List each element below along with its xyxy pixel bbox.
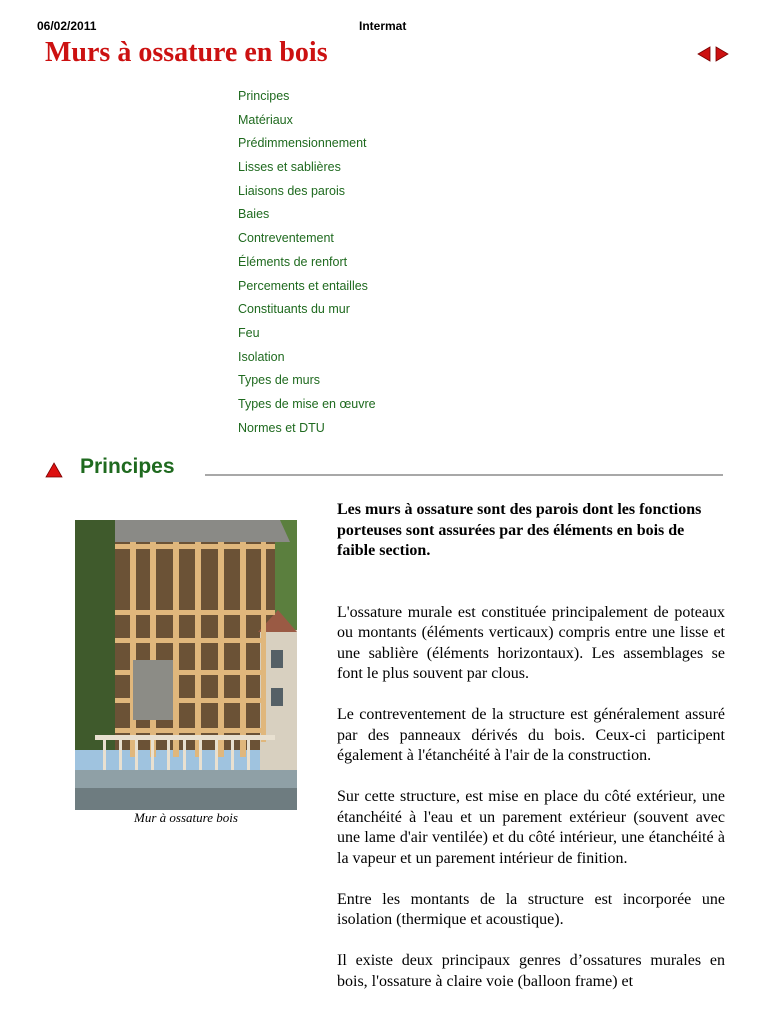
- toc-item: [238, 301, 376, 325]
- toc-link-baies[interactable]: Baies: [238, 207, 270, 222]
- toc-link-predimensionnement[interactable]: Prédimmensionnement: [238, 136, 367, 151]
- toc-item: [238, 112, 376, 136]
- toc-item: [238, 206, 376, 230]
- toc-link-feu[interactable]: Feu: [238, 325, 260, 340]
- next-page-icon[interactable]: [714, 46, 730, 62]
- toc-link-types-murs[interactable]: Types de murs: [238, 373, 320, 388]
- wood-frame-wall-photo: [75, 520, 297, 810]
- toc-link-elements-renfort[interactable]: Éléments de renfort: [238, 254, 348, 269]
- toc-item: [238, 159, 376, 183]
- paragraph: Il existe deux principaux genres d’ossatures murales en bois, l'ossature à claire voie (balloon frame) et: [337, 952, 725, 990]
- toc-link-isolation[interactable]: Isolation: [238, 349, 285, 364]
- toc-link-principes[interactable]: Principes: [238, 89, 290, 103]
- toc-link-materiaux[interactable]: Matériaux: [238, 112, 293, 127]
- toc-item: [238, 420, 376, 444]
- page-title: Murs à ossature en bois: [45, 37, 328, 68]
- paragraph: Sur cette structure, est mise en place du côté extérieur, une étanchéité à l'eau et un parement extérieur (souvent avec une lame d'air ventilée) et du côté intérieur, une étanchéité à la vapeur et un parement intérieur de finition.: [337, 788, 725, 867]
- toc-link-normes-dtu[interactable]: Normes et DTU: [238, 420, 325, 435]
- toc-link-types-mise-oeuvre[interactable]: Types de mise en œuvre: [238, 396, 376, 411]
- toc-item: [238, 372, 376, 396]
- toc-link-constituants-mur[interactable]: Constituants du mur: [238, 302, 350, 317]
- paragraph: Entre les montants de la structure est incorporée une isolation (thermique et acoustique).: [337, 890, 725, 928]
- toc-item: [238, 88, 376, 112]
- table-of-contents: [238, 88, 376, 443]
- toc-link-liaisons-parois[interactable]: Liaisons des parois: [238, 183, 346, 198]
- toc-item: [238, 230, 376, 254]
- paragraph: Le contreventement de la structure est généralement assuré par des panneaux dérivés du bois. Ceux-ci participent également à l'étanchéité à l'air de la construction.: [337, 706, 725, 764]
- page-navigation: [696, 46, 732, 62]
- lead-paragraph: Les murs à ossature sont des parois dont les fonctions porteuses sont assurées par des éléments en bois de faible section.: [337, 501, 702, 559]
- toc-item: [238, 325, 376, 349]
- toc-item: [238, 349, 376, 373]
- section-body: [337, 500, 725, 1013]
- print-date: 06/02/2011: [37, 19, 97, 33]
- toc-link-lisses-sablieres[interactable]: Lisses et sablières: [238, 160, 341, 175]
- previous-page-icon[interactable]: [696, 46, 712, 62]
- toc-item: [238, 278, 376, 302]
- back-to-top-icon[interactable]: [45, 462, 63, 478]
- toc-item: [238, 254, 376, 278]
- toc-link-percements-entailles[interactable]: Percements et entailles: [238, 278, 368, 293]
- section-title: Principes: [80, 455, 175, 478]
- toc-link-contreventement[interactable]: Contreventement: [238, 231, 334, 246]
- photo-caption: Mur à ossature bois: [134, 810, 238, 825]
- paragraph: L'ossature murale est constituée principalement de poteaux ou montants (éléments verticaux) compris entre une lisse et une sablière (éléments horizontaux). Les assemblages se font le plus souvent par clous.: [337, 603, 725, 682]
- toc-item: [238, 396, 376, 420]
- toc-item: [238, 135, 376, 159]
- section-divider: [205, 474, 723, 476]
- toc-item: [238, 183, 376, 207]
- site-name: Intermat: [359, 19, 407, 33]
